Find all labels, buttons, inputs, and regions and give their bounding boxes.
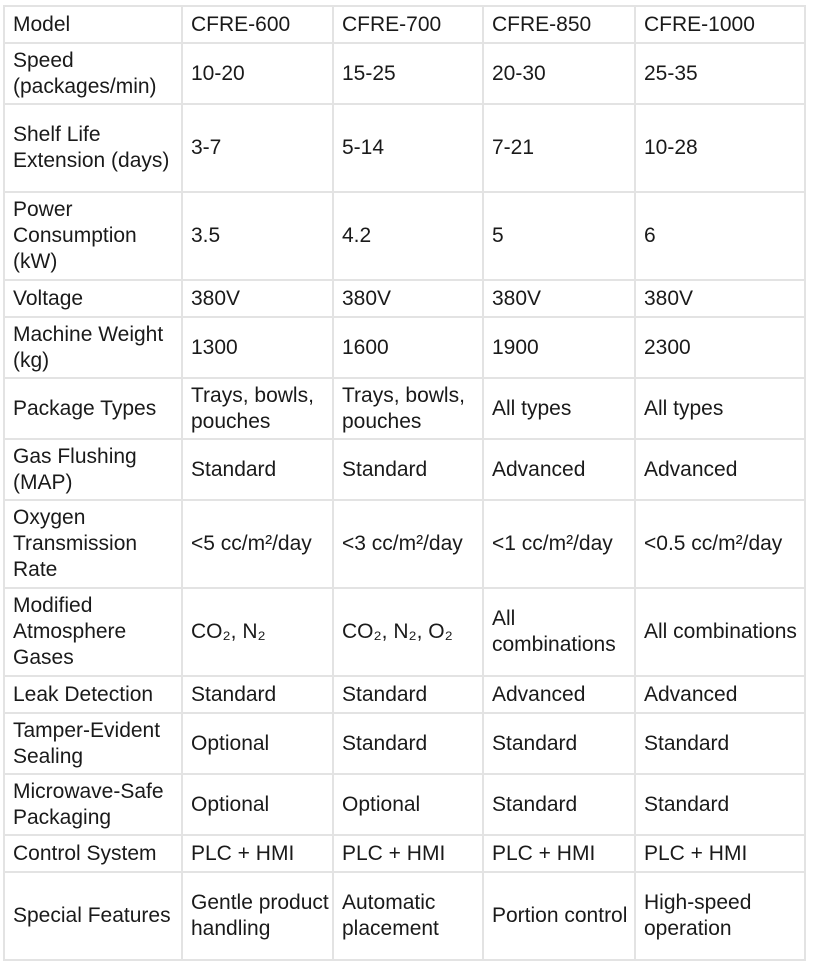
table-cell: 15-25: [333, 43, 483, 104]
table-cell: Standard: [635, 713, 805, 774]
specs-table: [3, 5, 806, 961]
table-cell: <1 cc/m²/day: [483, 500, 635, 588]
table-row-special-features: [4, 872, 805, 960]
table-cell: 5-14: [333, 104, 483, 192]
table-cell: 380V: [483, 280, 635, 317]
table-row-speed: [4, 43, 805, 104]
table-cell: Portion control: [483, 872, 635, 960]
table-cell: Advanced: [483, 439, 635, 500]
table-cell: <0.5 cc/m²/day: [635, 500, 805, 588]
row-label-leak-detection: Leak Detection: [4, 676, 182, 713]
table-cell: Optional: [182, 774, 333, 835]
row-label-shelf-life: Shelf Life Extension (days): [4, 104, 182, 192]
table-cell: 1300: [182, 317, 333, 378]
table-cell: 1900: [483, 317, 635, 378]
table-cell: Standard: [182, 676, 333, 713]
table-row-oxygen-transmission: [4, 500, 805, 588]
table-cell: 380V: [182, 280, 333, 317]
table-cell: Standard: [483, 713, 635, 774]
table-cell: PLC + HMI: [635, 835, 805, 872]
row-label-control-system: Control System: [4, 835, 182, 872]
table-row-leak-detection: [4, 676, 805, 713]
table-cell: Advanced: [635, 676, 805, 713]
table-row-gas-flushing: [4, 439, 805, 500]
table-cell: CO₂, N₂: [182, 588, 333, 676]
table-cell: Trays, bowls, pouches: [182, 378, 333, 439]
table-cell: Advanced: [635, 439, 805, 500]
header-cell-model: Model: [4, 6, 182, 43]
header-row: [4, 6, 805, 43]
table-cell: All combinations: [635, 588, 805, 676]
table-row-voltage: [4, 280, 805, 317]
row-label-speed: Speed (packages/min): [4, 43, 182, 104]
table-cell: Gentle product handling: [182, 872, 333, 960]
header-cell-cfre-700: CFRE-700: [333, 6, 483, 43]
table-cell: Optional: [182, 713, 333, 774]
table-cell: Advanced: [483, 676, 635, 713]
table-cell: PLC + HMI: [333, 835, 483, 872]
table-cell: Optional: [333, 774, 483, 835]
table-cell: 20-30: [483, 43, 635, 104]
table-cell: 10-28: [635, 104, 805, 192]
table-cell: 3-7: [182, 104, 333, 192]
table-cell: All types: [635, 378, 805, 439]
table-cell: Standard: [333, 676, 483, 713]
table-cell: PLC + HMI: [182, 835, 333, 872]
row-label-weight: Machine Weight (kg): [4, 317, 182, 378]
table-cell: 6: [635, 192, 805, 280]
table-cell: <3 cc/m²/day: [333, 500, 483, 588]
row-label-tamper-evident: Tamper-Evident Sealing: [4, 713, 182, 774]
row-label-oxygen-transmission: Oxygen Transmission Rate: [4, 500, 182, 588]
table-cell: 380V: [333, 280, 483, 317]
row-label-gas-flushing: Gas Flushing (MAP): [4, 439, 182, 500]
table-row-tamper-evident: [4, 713, 805, 774]
table-cell: Standard: [333, 713, 483, 774]
table-row-microwave-safe: [4, 774, 805, 835]
table-cell: 25-35: [635, 43, 805, 104]
table-cell: 3.5: [182, 192, 333, 280]
table-cell: CO₂, N₂, O₂: [333, 588, 483, 676]
table-cell: 10-20: [182, 43, 333, 104]
table-cell: Standard: [333, 439, 483, 500]
table-cell: <5 cc/m²/day: [182, 500, 333, 588]
table-cell: All types: [483, 378, 635, 439]
row-label-voltage: Voltage: [4, 280, 182, 317]
row-label-power: Power Consumption (kW): [4, 192, 182, 280]
table-cell: 2300: [635, 317, 805, 378]
table-cell: All combinations: [483, 588, 635, 676]
table-row-control-system: [4, 835, 805, 872]
table-cell: Automatic placement: [333, 872, 483, 960]
table-cell: Trays, bowls, pouches: [333, 378, 483, 439]
table-row-shelf-life: [4, 104, 805, 192]
table-cell: 1600: [333, 317, 483, 378]
row-label-special-features: Special Features: [4, 872, 182, 960]
table-cell: 7-21: [483, 104, 635, 192]
table-cell: Standard: [182, 439, 333, 500]
table-cell: High-speed operation: [635, 872, 805, 960]
table-cell: Standard: [483, 774, 635, 835]
table-cell: PLC + HMI: [483, 835, 635, 872]
table-cell: 4.2: [333, 192, 483, 280]
table-cell: Standard: [635, 774, 805, 835]
table-row-package-types: [4, 378, 805, 439]
table-row-power: [4, 192, 805, 280]
table-row-atmosphere-gases: [4, 588, 805, 676]
header-cell-cfre-600: CFRE-600: [182, 6, 333, 43]
row-label-atmosphere-gases: Modified Atmosphere Gases: [4, 588, 182, 676]
table-cell: 5: [483, 192, 635, 280]
header-cell-cfre-1000: CFRE-1000: [635, 6, 805, 43]
row-label-microwave-safe: Microwave-Safe Packaging: [4, 774, 182, 835]
table-cell: 380V: [635, 280, 805, 317]
header-cell-cfre-850: CFRE-850: [483, 6, 635, 43]
row-label-package-types: Package Types: [4, 378, 182, 439]
table-row-weight: [4, 317, 805, 378]
